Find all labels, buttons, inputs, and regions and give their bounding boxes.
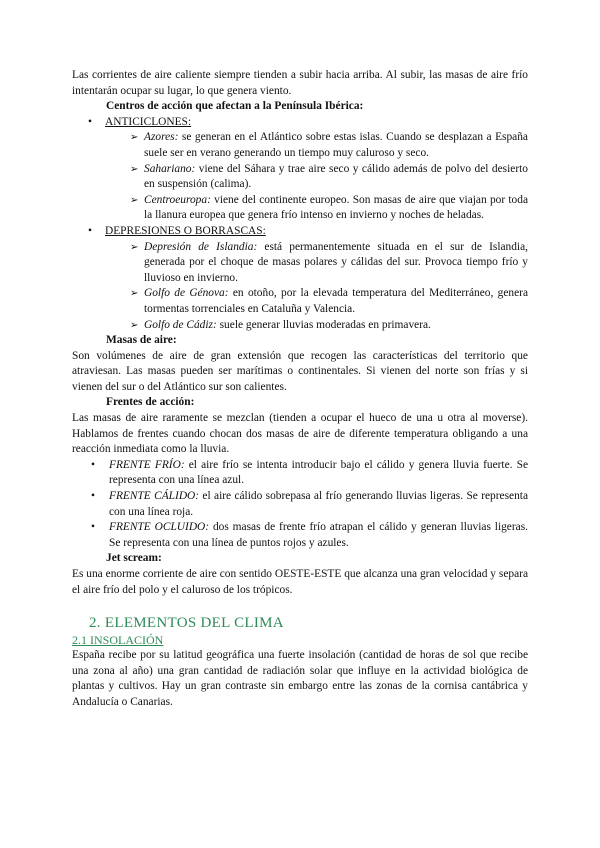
list-item-frente-ocluido	[72, 520, 528, 551]
centros-heading: Centros de acción que afectan a la Península Ibérica:	[106, 100, 364, 113]
depresiones-item	[72, 224, 528, 240]
arrow-bullet-icon: ➢	[130, 319, 139, 331]
item-name: Azores:	[144, 131, 179, 144]
jet-heading: Jet scream:	[106, 552, 162, 565]
item-name: Centroeuropa:	[144, 193, 211, 206]
item-text: en otoño, por la elevada temperatura del Mediterráneo, genera tormentas torrenciales en Cataluña y Valencia.	[144, 287, 529, 315]
list-item-cadiz	[72, 318, 528, 334]
list-item-sahariano	[72, 162, 528, 193]
frentes-heading: Frentes de acción:	[106, 396, 195, 409]
insolacion-paragraph: España recibe por su latitud geográfica una fuerte insolación (cantidad de horas de sol que recibe una zona al año) una gran cantidad de radiación solar que influye en la actividad biológica de plantas y cultivos. Hay un gran contraste sin embargo entre las zonas de la cornisa cantábrica y Andalucía o Canarias.	[72, 649, 528, 708]
item-name: Depresión de Islandia:	[144, 240, 258, 253]
arrow-bullet-icon: ➢	[130, 194, 139, 206]
arrow-bullet-icon: ➢	[130, 132, 139, 144]
item-text: el aire cálido sobrepasa al frío generando lluvias ligeras. Se representa con una línea roja.	[109, 490, 528, 518]
list-item-islandia	[72, 240, 528, 287]
bullet-icon: •	[91, 458, 95, 471]
list-item-frente-frio	[72, 458, 528, 489]
item-text: viene del Sáhara y trae aire seco y cálido además de polvo del desierto en suspensión (calima).	[144, 162, 528, 191]
bullet-icon: •	[91, 521, 95, 534]
item-name: FRENTE FRÍO:	[109, 458, 185, 471]
list-item-genova	[72, 286, 528, 317]
anticiclones-title: ANTICICLONES:	[105, 115, 192, 128]
list-item-azores	[72, 130, 528, 161]
masas-heading: Masas de aire:	[106, 334, 177, 347]
list-item-centroeuropa	[72, 193, 528, 224]
anticiclones-item	[72, 115, 528, 131]
item-name: Golfo de Cádiz:	[144, 318, 217, 331]
jet-paragraph: Es una enorme corriente de aire con sentido OESTE-ESTE que alcanza una gran velocidad y separa el aire frío del polo y el caluroso de los trópicos.	[72, 568, 528, 596]
masas-paragraph: Son volúmenes de aire de gran extensión que recogen las características del territorio que atraviesan. Las masas pueden ser marítimas o continentales. Si vienen del norte son frías y si vienen del sur o del Atlántico sur son calientes.	[72, 349, 528, 393]
item-name: Sahariano:	[144, 162, 196, 175]
item-text: el aire frío se intenta introducir bajo el cálido y genera lluvia fuerte. Se representa con una línea azul.	[109, 458, 528, 487]
item-name: Golfo de Génova:	[144, 287, 229, 300]
item-name: FRENTE OCLUIDO:	[109, 521, 210, 534]
bullet-icon: •	[88, 224, 92, 237]
item-name: FRENTE CÁLIDO:	[109, 490, 200, 503]
section-heading: 2. ELEMENTOS DEL CLIMA	[89, 615, 284, 632]
list-item-frente-calido	[72, 489, 528, 520]
document-page	[72, 68, 528, 711]
centros-list	[72, 115, 528, 333]
frentes-paragraph: Las masas de aire raramente se mezclan (tienden a ocupar el hueco de una u otra al moverse). Hablamos de frentes cuando chocan dos masas de aire de diferente temperatura obligando a una reacción inmediata como la lluvia.	[72, 412, 528, 456]
item-text: viene del continente europeo. Son masas de aire que viajan por toda la llanura europea que genera frío intenso en invierno y noches de heladas.	[144, 193, 528, 222]
bullet-icon: •	[91, 490, 95, 503]
depresiones-title: DEPRESIONES O BORRASCAS:	[105, 224, 266, 237]
spacer	[72, 598, 528, 604]
item-text: se generan en el Atlántico sobre estas islas. Cuando se desplazan a España suele ser en verano generando un tiempo muy caluroso y seco.	[144, 131, 528, 159]
item-text: dos masas de frente frío atrapan el cálido y generan lluvias ligeras. Se representa con una línea de puntos rojos y azules.	[109, 521, 528, 549]
intro-paragraph: Las corrientes de aire caliente siempre tienden a subir hacia arriba. Al subir, las masas de aire frío intentarán ocupar su lugar, lo que genera viento.	[72, 69, 528, 97]
item-text: está permanentemente situada en el sur de Islandia, generada por el choque de masas polares y cálidas del sur. Provoca tiempo frío y lluvioso en invierno.	[144, 240, 528, 284]
item-text: suele generar lluvias moderadas en primavera.	[216, 318, 431, 331]
arrow-bullet-icon: ➢	[130, 241, 139, 253]
arrow-bullet-icon: ➢	[130, 288, 139, 300]
frentes-list	[72, 458, 528, 552]
subsection-heading: 2.1 INSOLACIÓN	[72, 633, 164, 648]
arrow-bullet-icon: ➢	[130, 163, 139, 175]
bullet-icon: •	[88, 115, 92, 128]
